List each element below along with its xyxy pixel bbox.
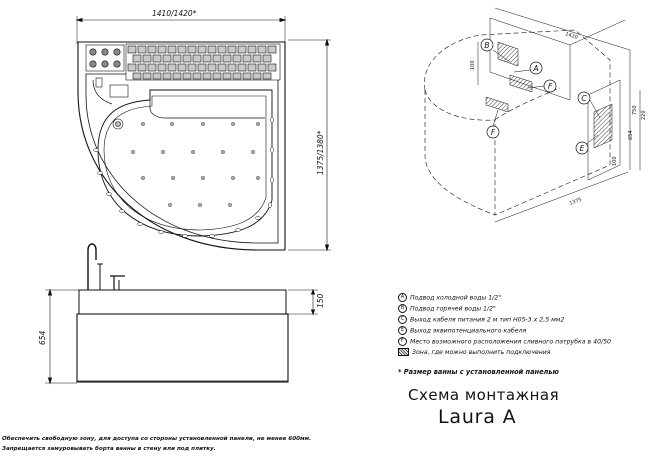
legend-key: F (398, 337, 407, 346)
footer-note: Обеспечить свободную зону, для доступа со стороны установленной панели, не менее 600мм. (2, 436, 312, 442)
iso-dim: 654 (628, 130, 634, 140)
label-e: E (579, 144, 585, 153)
legend-item (398, 304, 496, 314)
legend-key: B (398, 304, 407, 313)
hatch-swatch (398, 348, 409, 356)
iso-dim: 750 (632, 105, 638, 115)
label-b: B (484, 41, 490, 50)
legend-text: Подвод горячей воды 1/2" (410, 305, 496, 313)
model-name: Laura A (438, 406, 517, 428)
iso-labels (481, 39, 590, 154)
label-f: F (547, 82, 553, 91)
side-view (45, 244, 318, 383)
panel-note: * Размер ванны с установленной панелью (398, 368, 559, 376)
legend-item (398, 326, 526, 336)
iso-view (424, 8, 640, 222)
label-f: F (490, 128, 496, 137)
side-height-dim: 654 (38, 330, 47, 345)
iso-dim: 1420 (564, 31, 579, 41)
legend-key: A (398, 293, 407, 302)
legend-text: Выход эквипотенциального кабеля (410, 327, 527, 335)
footer-note: Запрещается замуровывать борта ванны в стену или под плитку. (2, 446, 216, 452)
legend-item (398, 337, 611, 347)
legend-text: Место возможного расположения сливного патрубка в 40/50 (410, 338, 611, 346)
hydromassage-jets (131, 122, 260, 207)
rim-jets (94, 118, 274, 238)
iso-dim: 220 (641, 110, 647, 120)
side-rim-dim: 150 (316, 293, 325, 308)
legend-key: C (398, 315, 407, 324)
label-c: C (581, 94, 587, 103)
headrest-pillow (126, 44, 280, 80)
iso-dim: 100 (470, 60, 476, 70)
legend-text: Выход кабеля питания 2 м тип H05-3 x 2,5 мм2 (410, 316, 565, 324)
legend-item (398, 315, 564, 325)
top-width-dim: 1410/1420* (152, 9, 197, 18)
iso-dim: 100 (612, 156, 618, 166)
legend-key: E (398, 326, 407, 335)
right-height-dim: 1375/1380* (316, 130, 325, 175)
drawing-title: Схема монтажная (408, 386, 560, 404)
legend-text: Зона, где можно выполнить подключения (412, 349, 551, 356)
label-a: A (533, 64, 539, 73)
legend-item (398, 348, 551, 358)
iso-dim: 1375 (568, 196, 583, 207)
legend-text: Подвод холодной воды 1/2" (410, 294, 502, 302)
legend-item (398, 293, 501, 303)
